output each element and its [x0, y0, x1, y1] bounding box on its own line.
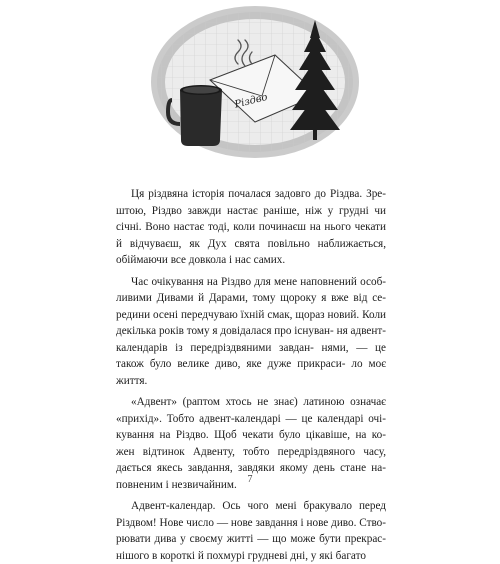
- text-line: рювати дива у своєму житті — що може бути прекрас-: [116, 533, 386, 545]
- paragraph: [116, 186, 386, 269]
- text-line: Адвент-календар. Ось чого мені бракувало перед: [131, 500, 386, 512]
- text-line: нями, — це також було велике диво, яке дуже прикраси-: [116, 341, 387, 370]
- text-line: жен відтинок Адвенту, тобто передріздвяного часу,: [116, 445, 386, 458]
- body-text: [116, 186, 386, 564]
- text-line: січні. Воно настає тоді, коли починаєш на нього чекати й відчуваєш, як Дух свята повільно наближається,: [116, 221, 386, 250]
- text-line: кування на Різдво. Щоб чекати було цікавіше, на ко-: [116, 429, 386, 441]
- text-line: штою, Різдво завжди настає раніше, ніж у грудні чи: [116, 204, 386, 217]
- text-line: Різдвом! Нове число — нове завдання і нове диво. Ство-: [116, 516, 386, 529]
- page-number: 7: [247, 474, 253, 485]
- paragraph: [116, 274, 386, 390]
- text-line: ливими Дивами й Дарами, тому щороку я вже від се-: [116, 292, 386, 304]
- text-line: обіймаючи все довкола і нас самих.: [116, 254, 286, 266]
- text-line: Час очікування на Різдво для мене наповнений особ-: [131, 275, 386, 288]
- text-line: Ця різдвяна історія почалася задовго до Різдва. Зре-: [131, 188, 386, 200]
- text-line: ло моє життя.: [116, 358, 387, 387]
- text-line: повненим і незвичайним.: [116, 478, 237, 491]
- text-line: дається якесь завдання, завдяки якому день стане на-: [116, 462, 386, 474]
- text-line: «Адвент» (раптом хтось не знає) латиною означає: [131, 396, 386, 408]
- text-line: «прихід». Тобто адвент-календарі — це календарі очі-: [116, 412, 386, 425]
- text-line: Коли декілька років тому я довідалася про існуван-: [116, 308, 387, 337]
- text-line: нішого в короткі й похмурі грудневі дні, у які багато: [116, 549, 366, 562]
- text-line: редини осені передчуваю їхній смак, щораз новий.: [116, 308, 360, 321]
- paragraph: [116, 498, 386, 564]
- text-line: ня адвент-календарів із передріздвяними завдан-: [116, 325, 386, 354]
- christmas-illustration: [150, 0, 365, 160]
- envelope-label: Різдво: [233, 91, 269, 111]
